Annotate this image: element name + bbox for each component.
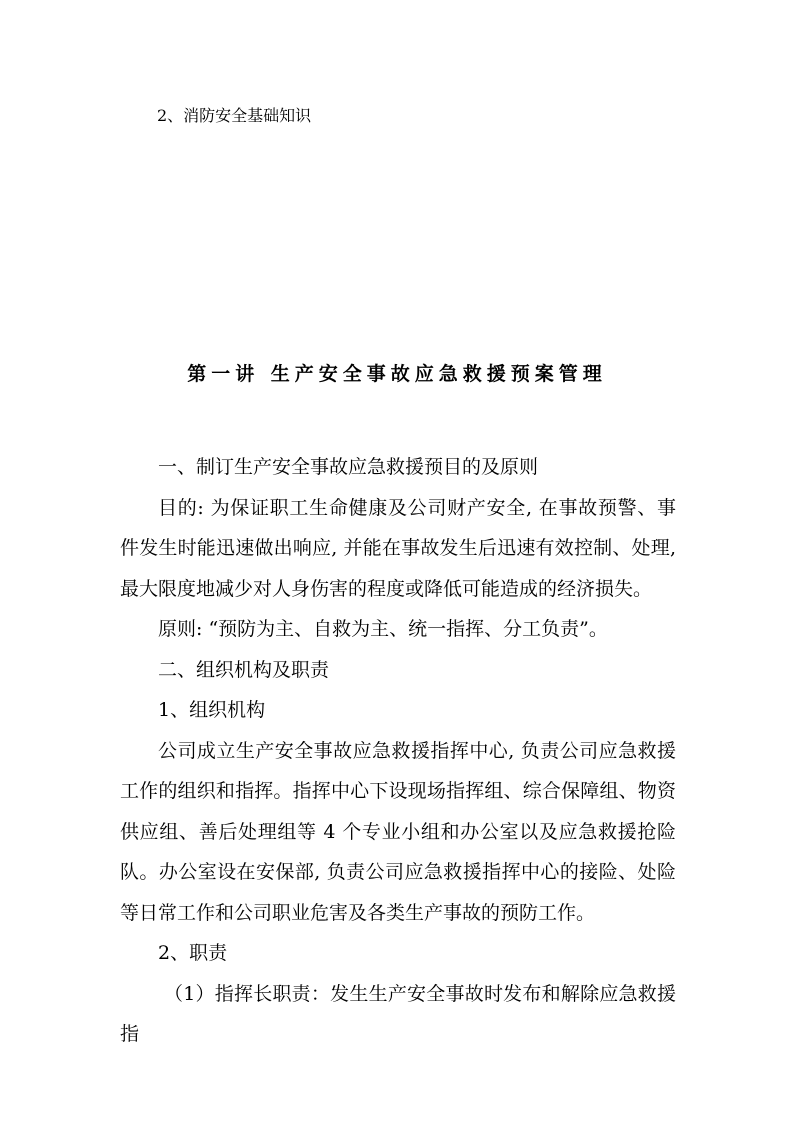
purpose-paragraph: 目的: 为保证职工生命健康及公司财产安全, 在事故预警、事件发生时能迅速做出响应, 并能在事故发生后迅速有效控制、处理, 最大限度地减少对人身伤害的程度或降低可能造成的经济损失。 <box>120 496 676 600</box>
lecture-title: 第一讲 生产安全事故应急救援预案管理 <box>187 363 607 385</box>
subheading-organization: 1、组织机构 <box>158 699 266 721</box>
toc-item-fire-safety: 2、消防安全基础知识 <box>157 106 312 125</box>
commander-duty-paragraph: （1）指挥长职责：发生生产安全事故时发布和解除应急救援指 <box>120 982 676 1045</box>
principle-paragraph: 原则: “预防为主、自救为主、统一指挥、分工负责”。 <box>158 618 608 640</box>
subheading-duties: 2、职责 <box>158 942 228 964</box>
body-text <box>120 447 676 1055</box>
section-heading-organization: 二、组织机构及职责 <box>158 658 330 681</box>
section-heading-purpose-principle: 一、制订生产安全事故应急救援预目的及原则 <box>158 456 539 478</box>
organization-paragraph: 公司成立生产安全事故应急救援指挥中心, 负责公司应急救援工作的组织和指挥。指挥中心下设现场指挥组、综合保障组、物资供应组、善后处理组等 4 个专业小组和办公室以及应急救援抢险队。办公室设在安保部, 负责公司应急救援指挥中心的接险、处险等日常工作和公司职业危害及各类生产事故的预防工作。 <box>120 739 676 924</box>
